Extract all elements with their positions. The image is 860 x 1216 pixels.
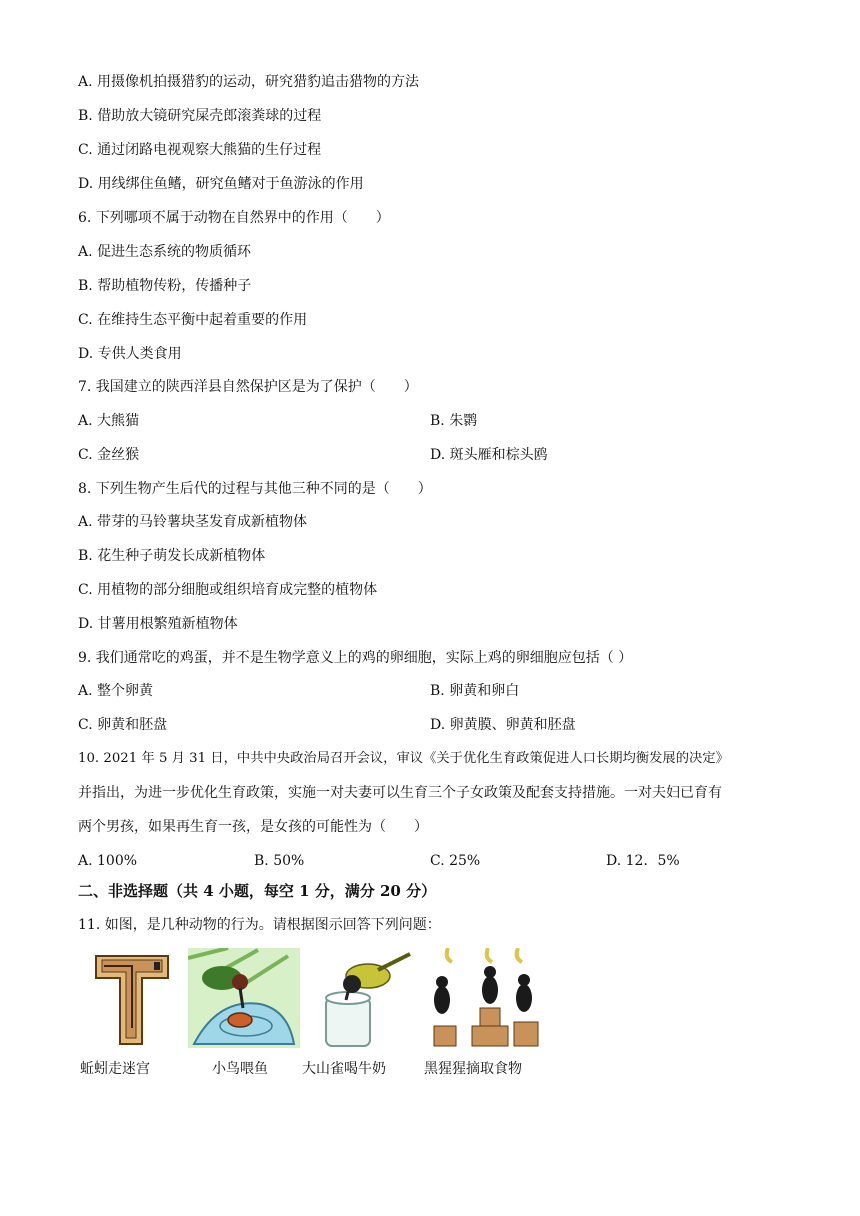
q6-option-a: A. 促进生态系统的物质循环 bbox=[78, 244, 252, 260]
q6-stem: 6. 下列哪项不属于动物在自然界中的作用（ ） bbox=[78, 210, 390, 226]
q10-option-b: B. 50% bbox=[254, 853, 305, 869]
q10-line-3: 两个男孩，如果再生育一孩，是女孩的可能性为（ ） bbox=[78, 819, 428, 835]
q10-line-1: 10. 2021 年 5 月 31 日，中共中央政治局召开会议，审议《关于优化生育政策促进人口长期均衡发展的决定》 bbox=[78, 751, 729, 766]
q7-option-a: A. 大熊猫 bbox=[78, 413, 140, 429]
caption-great-tit: 大山雀喝牛奶 bbox=[302, 1061, 386, 1077]
q6-option-b: B. 帮助植物传粉，传播种子 bbox=[78, 278, 252, 294]
q8-option-a: A. 带芽的马铃薯块茎发育成新植物体 bbox=[78, 514, 308, 530]
q9-stem: 9. 我们通常吃的鸡蛋，并不是生物学意义上的鸡的卵细胞，实际上鸡的卵细胞应包括（ ） bbox=[78, 650, 633, 666]
q5-option-c: C. 通过闭路电视观察大熊猫的生仔过程 bbox=[78, 142, 322, 158]
q8-option-d: D. 甘薯用根繁殖新植物体 bbox=[78, 616, 238, 632]
q8-option-b: B. 花生种子萌发长成新植物体 bbox=[78, 548, 266, 564]
caption-earthworm: 蚯蚓走迷宫 bbox=[80, 1061, 150, 1077]
q7-stem: 7. 我国建立的陕西洋县自然保护区是为了保护（ ） bbox=[78, 379, 418, 395]
q7-option-c: C. 金丝猴 bbox=[78, 447, 140, 463]
q9-option-c: C. 卵黄和胚盘 bbox=[78, 717, 168, 733]
q10-line-2: 并指出，为进一步优化生育政策，实施一对夫妻可以生育三个子女政策及配套支持措施。一对夫妇已育有 bbox=[78, 785, 722, 801]
q10-option-c: C. 25% bbox=[430, 853, 481, 869]
section-2-heading: 二、非选择题（共 4 小题，每空 1 分，满分 20 分） bbox=[78, 882, 437, 900]
earthworm-maze-figure bbox=[92, 948, 174, 1048]
q8-option-c: C. 用植物的部分细胞或组织培育成完整的植物体 bbox=[78, 582, 378, 598]
q5-option-b: B. 借助放大镜研究屎壳郎滚粪球的过程 bbox=[78, 108, 322, 124]
caption-chimpanzee: 黑猩猩摘取食物 bbox=[424, 1061, 522, 1077]
q6-option-d: D. 专供人类食用 bbox=[78, 346, 182, 362]
q10-option-a: A. 100% bbox=[78, 853, 138, 869]
q5-option-d: D. 用线绑住鱼鳍，研究鱼鳍对于鱼游泳的作用 bbox=[78, 176, 364, 192]
bird-feeding-fish-figure bbox=[188, 948, 300, 1048]
q9-option-b: B. 卵黄和卵白 bbox=[430, 683, 520, 699]
q7-option-b: B. 朱鹮 bbox=[430, 413, 478, 429]
q8-stem: 8. 下列生物产生后代的过程与其他三种不同的是（ ） bbox=[78, 481, 432, 497]
q10-option-d: D. 12．5% bbox=[606, 853, 680, 869]
q5-option-a: A. 用摄像机拍摄猎豹的运动，研究猎豹追击猎物的方法 bbox=[78, 74, 420, 90]
chimpanzee-food-figure bbox=[424, 948, 540, 1048]
q11-stem: 11. 如图，是几种动物的行为。请根据图示回答下列问题： bbox=[78, 917, 441, 933]
q7-option-d: D. 斑头雁和棕头鸥 bbox=[430, 447, 548, 463]
q9-option-d: D. 卵黄膜、卵黄和胚盘 bbox=[430, 717, 576, 733]
caption-bird-fish: 小鸟喂鱼 bbox=[212, 1061, 268, 1077]
q9-option-a: A. 整个卵黄 bbox=[78, 683, 154, 699]
q6-option-c: C. 在维持生态平衡中起着重要的作用 bbox=[78, 312, 308, 328]
great-tit-milk-figure bbox=[318, 948, 412, 1048]
